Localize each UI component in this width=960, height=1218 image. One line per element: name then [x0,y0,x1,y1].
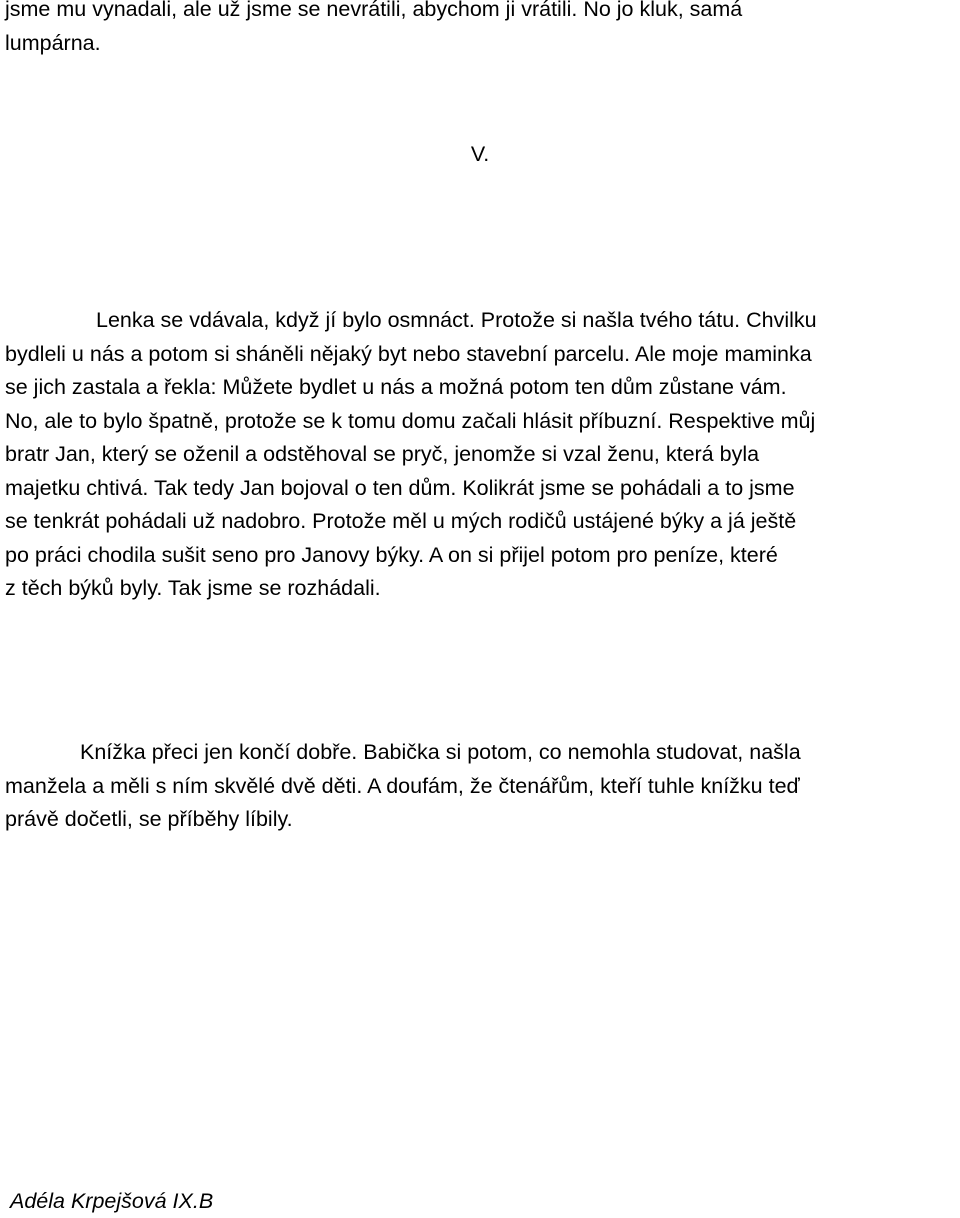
text-line: manžela a měli s ním skvělé dvě děti. A doufám, že čtenářům, kteří tuhle knížku teď [5,773,800,798]
text-line: po práci chodila sušit seno pro Janovy býky. A on si přijel potom pro peníze, které [5,542,778,567]
author-signature: Adéla Krpejšová IX.B [10,1189,214,1213]
paragraph-1 [5,304,955,606]
text-line: se jich zastala a řekla: Můžete bydlet u nás a možná potom ten dům zůstane vám. [5,375,787,399]
text-line: z těch býků byly. Tak jsme se rozhádali. [5,576,381,600]
text-line: lumpárna. [5,30,101,55]
text-line: No, ale to bylo špatně, protože se k tomu domu začali hlásit příbuzní. Respektive můj [5,408,816,433]
text-line: majetku chtivá. Tak tedy Jan bojoval o ten dům. Kolikrát jsme se pohádali a to jsme [5,475,795,500]
chapter-heading: V. [470,142,490,166]
text-line: bratr Jan, který se oženil a odstěhoval se pryč, jenomže si vzal ženu, která byla [5,442,760,466]
paragraph-2 [5,736,955,837]
text-line: právě dočetli, se příběhy líbily. [5,807,293,831]
text-line: Lenka se vdávala, když jí bylo osmnáct. Protože si našla tvého tátu. Chvilku [96,308,817,332]
text-line: bydleli u nás a potom si sháněli nějaký byt nebo stavební parcelu. Ale moje maminka [5,341,812,366]
text-line: Knížka přeci jen končí dobře. Babička si potom, co nemohla studovat, našla [80,740,801,764]
text-line: jsme mu vynadali, ale už jsme se nevrátili, abychom ji vrátili. No jo kluk, samá [5,0,743,21]
intro-paragraph [5,0,955,60]
text-line: se tenkrát pohádali už nadobro. Protože měl u mých rodičů ustájené býky a já ještě [5,509,797,533]
